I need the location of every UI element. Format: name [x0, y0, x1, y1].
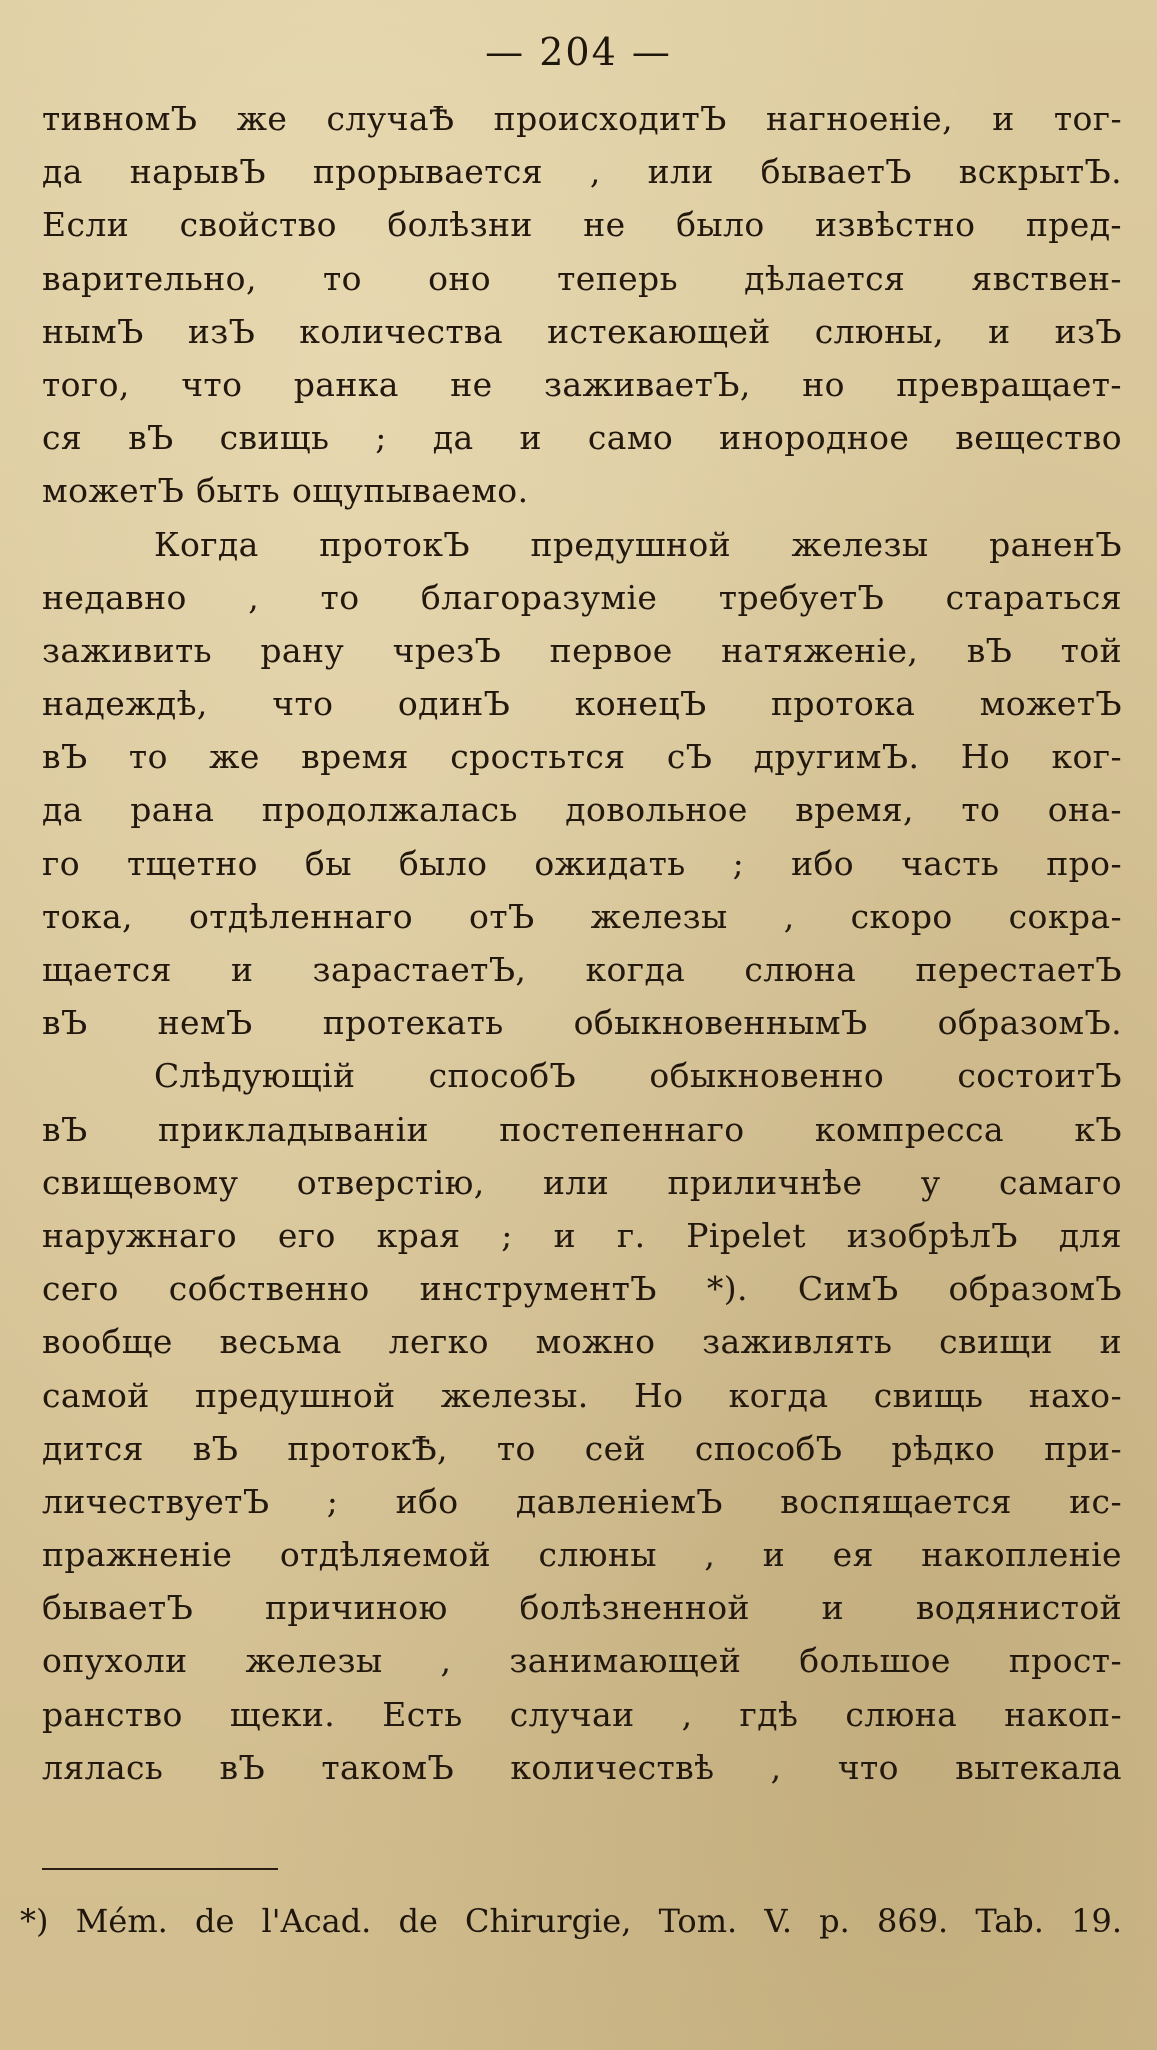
text-line: да рана продолжалась довольное время, то она-	[42, 790, 1122, 830]
text-line: ся вЪ свищь ; да и само инородное вещество	[42, 418, 1122, 458]
text-line: можетЪ быть ощупываемо.	[42, 471, 529, 511]
text-line: надеждѣ, что одинЪ конецЪ протока можетЪ	[42, 684, 1122, 724]
text-line: да нарывЪ прорывается , или бываетЪ вскрытЪ.	[42, 152, 1122, 192]
text-line: сего собственно инструментЪ *). СимЪ образомЪ	[42, 1269, 1122, 1309]
text-line: заживить рану чрезЪ первое натяженіе, вЪ той	[42, 630, 1122, 670]
text-line: вЪ то же время сростьтся сЪ другимЪ. Но ког-	[42, 737, 1122, 777]
text-line: пражненіе отдѣляемой слюны , и ея накопленіе	[42, 1535, 1122, 1575]
text-line: го тщетно бы было ожидать ; ибо часть про-	[42, 843, 1122, 883]
text-line: недавно , то благоразуміе требуетЪ стараться	[42, 577, 1122, 617]
text-line: свищевому отверстію, или приличнѣе у самаго	[42, 1162, 1122, 1202]
footnote: *) Mém. de l'Acad. de Chirurgie, Tom. V. p. 869. Tab. 19.	[20, 1902, 1122, 1940]
text-line: личествуетЪ ; ибо давленіемЪ воспящается ис-	[42, 1481, 1122, 1521]
body-text	[42, 92, 1122, 1794]
paragraph-first-line: Когда протокЪ предушной железы раненЪ	[154, 524, 1122, 564]
text-line: опухоли железы , занимающей большое прост-	[42, 1641, 1122, 1681]
text-line: вЪ прикладываніи постепеннаго компресса кЪ	[42, 1109, 1122, 1149]
text-line: ранство щеки. Есть случаи , гдѣ слюна накоп-	[42, 1694, 1122, 1734]
text-line: тивномЪ же случаѢ происходитЪ нагноеніе, и тог-	[42, 99, 1122, 138]
text-line: нымЪ изЪ количества истекающей слюны, и изЪ	[42, 311, 1122, 351]
text-line: наружнаго его края ; и г. Pipelet изобрѣлЪ для	[42, 1215, 1122, 1255]
footnote-divider	[42, 1868, 278, 1870]
text-line: Если свойство болѣзни не было извѣстно пред-	[42, 205, 1122, 245]
text-line: самой предушной железы. Но когда свищь нахо-	[42, 1375, 1122, 1415]
text-line: лялась вЪ такомЪ количествѣ , что вытекала	[42, 1747, 1122, 1787]
text-line: вообще весьма легко можно заживлять свищи и	[42, 1322, 1122, 1362]
text-line: щается и зарастаетЪ, когда слюна перестаетЪ	[42, 950, 1122, 989]
text-line: бываетЪ причиною болѣзненной и водянистой	[42, 1588, 1122, 1628]
text-line: того, что ранка не заживаетЪ, но превращает-	[42, 364, 1122, 404]
text-line: варительно, то оно теперь дѣлается явствен-	[42, 258, 1122, 298]
paragraph-first-line: Слѣдующій способЪ обыкновенно состоитЪ	[154, 1056, 1122, 1096]
text-line: тока, отдѣленнаго отЪ железы , скоро сокра-	[42, 896, 1122, 936]
text-line: дится вЪ протокѢ, то сей способЪ рѣдко при-	[42, 1428, 1122, 1468]
page-number: — 204 —	[485, 30, 672, 74]
text-line: вЪ немЪ протекать обыкновеннымЪ образомЪ.	[42, 1003, 1122, 1043]
